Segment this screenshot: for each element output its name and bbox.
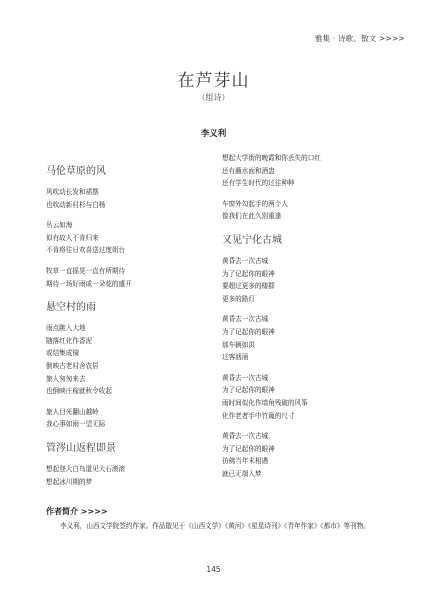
poem-line: 还有蘸水面和酒盅	[222, 166, 275, 175]
poem-line: 车窗外勾起手的两个人	[222, 199, 288, 208]
section-heading: 马伦草原的风	[46, 166, 106, 177]
poem-line: 不肯将往日欢喜送过度姐台	[46, 246, 126, 255]
right-column	[222, 156, 392, 488]
poem-line: 雨时间似化作墙角残破的风筝	[222, 398, 308, 407]
poem-line: 似有故人不肯归来	[46, 233, 99, 242]
poem-subtitle: （组诗）	[197, 93, 230, 102]
stanza	[222, 255, 392, 305]
poem-title: 在芦芽山	[177, 71, 250, 91]
stanza	[222, 152, 392, 190]
stanza	[222, 198, 392, 223]
poem-line: 黄昏去一次古城	[222, 256, 269, 265]
poem-line: 那车辆如洪	[222, 340, 255, 349]
section-header-tag: 雅集 · 诗歌、散文 >>>>	[314, 34, 405, 43]
left-column	[46, 156, 216, 496]
poem-line: 还有学生时代的过往种种	[222, 179, 295, 188]
poem-line: 黄昏去一次古城	[222, 432, 269, 441]
poem-line: 我心事如雨一望无际	[46, 420, 106, 429]
poem-line: 也倒映庄稼就秋令收起	[46, 387, 112, 396]
poem-line: 为了记起你的眼神	[222, 444, 275, 453]
poem-line: 像我们在此久别重逢	[222, 212, 282, 221]
poem-line: 为了记起你的眼神	[222, 269, 275, 278]
section-heading: 悬空村的雨	[46, 302, 96, 314]
stanza	[222, 372, 392, 422]
stanza	[46, 219, 216, 257]
stanza	[46, 406, 216, 431]
poem-line: 彷佛当年未相遇	[222, 457, 269, 466]
poem-line: 随落红化作香泥	[46, 336, 93, 345]
page-number: 145	[206, 565, 221, 574]
stanza	[46, 186, 216, 211]
bio-text-body: 李义利，山西文学院签约作家。作品散见于《山西文学》《黄河》《星星诗刊》《青年作家》《都市》等刊物。	[60, 522, 370, 530]
poem-line: 牧草一直摇晃一直有所期待	[46, 266, 126, 275]
stanza	[222, 313, 392, 363]
stanza	[46, 322, 216, 398]
poem-line: 过客汹涌	[222, 353, 249, 362]
bio-text	[46, 519, 382, 534]
poem-line: 想起登大白鸟道见大石滚滚	[46, 464, 126, 473]
stanza	[222, 430, 392, 480]
poem-line: 期待一场好雨或一朵花的盛开	[46, 279, 132, 288]
poem-line: 倒映古老村舍农居	[46, 361, 99, 370]
poem-line: 想起冰川期的梦	[46, 477, 93, 486]
poem-line: 也吹动新村杉与白杨	[46, 200, 106, 209]
poem-line: 化作老者手中竹篾的尺寸	[222, 411, 295, 420]
poem-line: 丛云如海	[46, 221, 73, 230]
stanza	[46, 265, 216, 290]
poem-line: 或结集成镜	[46, 349, 79, 358]
poem-line: 想起大学街的晚霞和你丢失的口红	[222, 154, 321, 162]
stanza	[46, 463, 216, 488]
poem-line: 为了记起你的眼神	[222, 386, 275, 395]
poem-line: 要超过更多的楼群	[222, 282, 275, 291]
bio-heading: 作者简介 >>>>	[46, 507, 108, 516]
section-heading: 又见宁化古城	[222, 234, 282, 246]
poem-line: 更多的路灯	[222, 294, 255, 303]
poem-line: 旅人目光翻山越岭	[46, 407, 99, 416]
poem-line: 就已无端入梦	[222, 469, 262, 478]
author-name: 李义利	[200, 129, 227, 139]
poem-line: 旅人匆匆来去	[46, 374, 86, 383]
section-heading: 管涔山返程即景	[46, 442, 116, 454]
poem-line: 雨点跳入大地	[46, 324, 86, 333]
poem-line: 黄昏去一次古城	[222, 373, 269, 382]
poem-line: 为了记起你的眼神	[222, 327, 275, 336]
poem-line: 风吹动长发和裙摆	[46, 188, 99, 196]
poem-line: 黄昏去一次古城	[222, 315, 269, 324]
